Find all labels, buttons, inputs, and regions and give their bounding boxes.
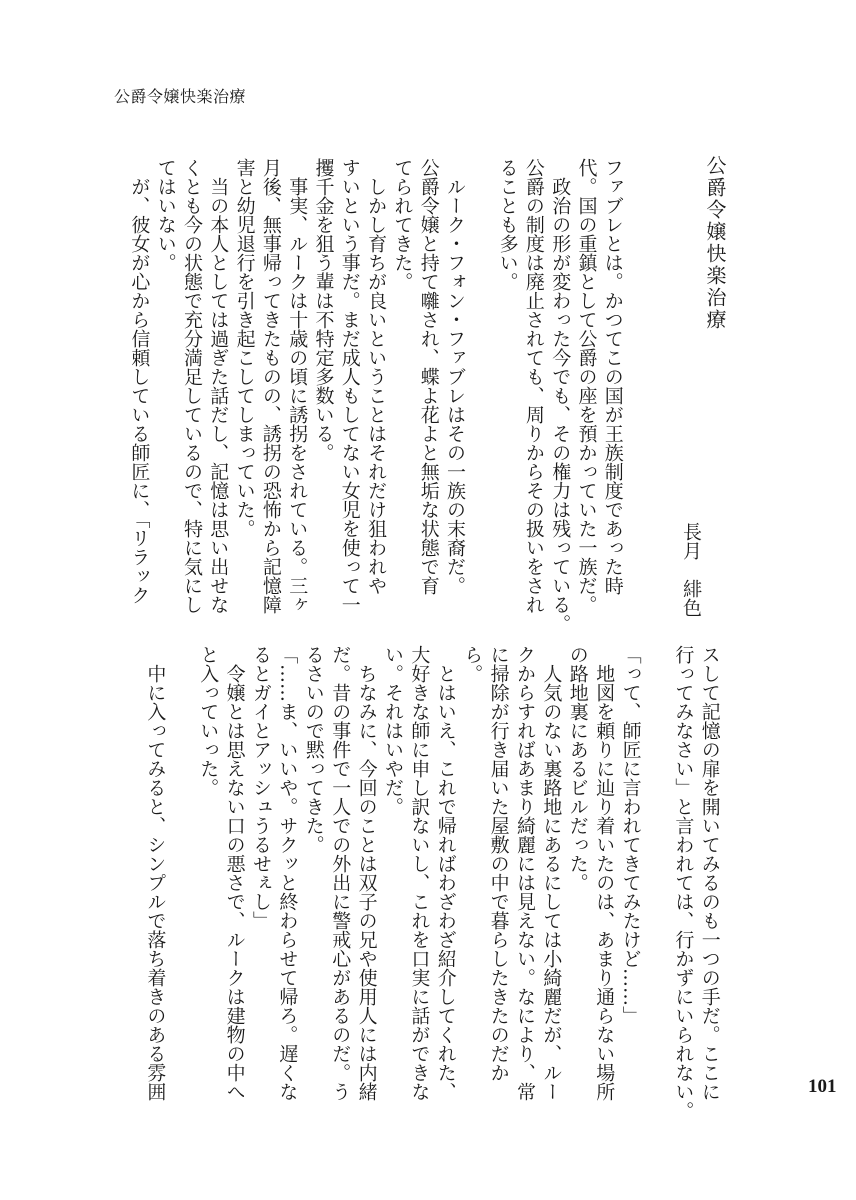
- text-column: 事実、ルークは十歳の頃に誘拐をされている。三ヶ: [286, 158, 309, 614]
- text-column: い。それはいやだ。: [381, 645, 404, 816]
- text-column: 人気のない裏路地にあるにしては小綺麗だが、ルー: [540, 645, 563, 1101]
- author-name: 長月 緋色: [680, 522, 702, 617]
- text-column: スして記憶の扉を開いてみるのも一つの手だ。ここに: [698, 645, 721, 1101]
- text-column: 大好きな師に申し訳ないし、これを口実に話ができな: [408, 645, 431, 1101]
- text-column: 公爵の制度は廃止されても、周りからその扱いをされ: [522, 158, 545, 614]
- text-column: 中に入ってみると、シンプルで落ち着きのある雰囲: [144, 645, 167, 1101]
- text-column: 行ってみなさい」と言われては、行かずにいられない。: [672, 645, 695, 1120]
- text-column: 月後、無事帰ってきたものの、誘拐の恐怖から記憶障: [259, 158, 282, 614]
- text-column: くとも今の状態で充分満足しているので、特に気にし: [180, 158, 203, 614]
- text-column: すいという事だ。まだ成人もしてない女児を使って一: [338, 158, 361, 614]
- text-column: ら。: [461, 645, 484, 683]
- page-number: 101: [808, 1076, 837, 1097]
- text-column: の路地裏にあるビルだった。: [566, 645, 589, 892]
- text-column: しかし育ちが良いということはそれだけ狙われや: [365, 158, 388, 595]
- text-column: てられてきた。: [391, 158, 414, 291]
- running-header: 公爵令嬢快楽治療: [114, 87, 247, 106]
- text-column: 攫千金を狙う輩は不特定多数いる。: [312, 158, 335, 462]
- text-column: 「……ま、いいや。サクッと終わらせて帰ろ。遅くな: [276, 645, 299, 1101]
- text-column: ルーク・フォン・ファブレはその一族の末裔だ。: [443, 158, 466, 595]
- text-column: るとガイとアッシュうるせぇし」: [249, 645, 272, 930]
- text-column: 「って、師匠に言われてきてみたけど……」: [619, 645, 642, 1025]
- text-column: だ。昔の事件で一人での外出に警戒心があるのだ。う: [329, 645, 352, 1101]
- text-column: ることも多い。: [496, 158, 519, 291]
- text-column: に掃除が行き届いた屋敷の中で暮らしたきたのだか: [487, 645, 510, 1082]
- text-column: 令嬢とは思えない口の悪さで、ルークは建物の中へ: [223, 645, 246, 1101]
- text-column: 公爵令嬢と持て囃され、蝶よ花よと無垢な状態で育: [417, 158, 440, 595]
- text-column: るさいので黙ってきた。: [302, 645, 325, 854]
- text-column: 当の本人としては過ぎた話だし、記憶は思い出せな: [207, 158, 230, 614]
- text-column: が、彼女が心から信頼している師匠に、「リラック: [128, 158, 151, 605]
- text-column: ファブレとは。かつてこの国が王族制度であった時: [601, 158, 624, 595]
- text-column: と入っていった。: [197, 645, 220, 797]
- text-column: ちなみに、今回のことは双子の兄や使用人には内緒: [355, 645, 378, 1101]
- text-column: 地図を頼りに辿り着いたのは、あまり通らない場所: [593, 645, 616, 1101]
- text-column: 代。国の重鎮として公爵の座を預かっていた一族だ。: [575, 158, 598, 614]
- text-column: 害と幼児退行を引き起こしてしまっていた。: [233, 158, 256, 538]
- text-column: とはいえ、これで帰ればわざわざ紹介してくれた、: [434, 645, 457, 1101]
- text-column: てはいない。: [154, 158, 177, 272]
- story-title: 公爵令嬢快楽治療: [703, 155, 727, 331]
- text-column: クからすればあまり綺麗には見えない。なにより、常: [513, 645, 536, 1101]
- text-column: 政治の形が変わった今でも、その権力は残っている。: [549, 158, 572, 633]
